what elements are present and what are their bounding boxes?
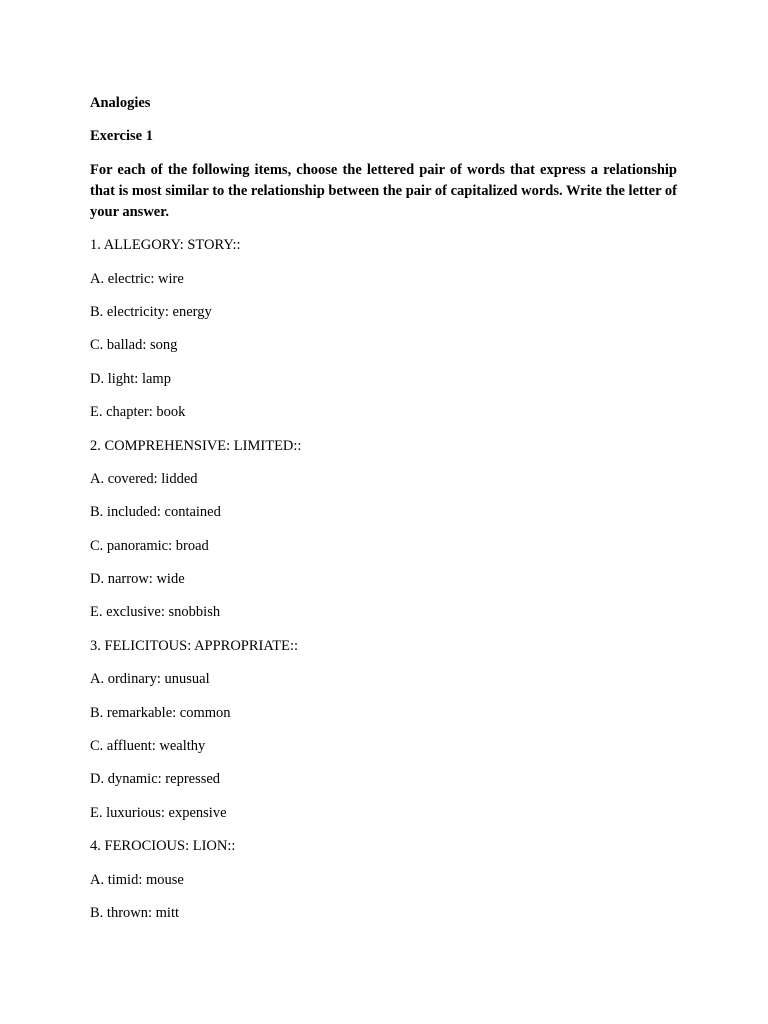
answer-option-e: E. exclusive: snobbish bbox=[90, 604, 221, 621]
document-page bbox=[90, 93, 677, 936]
question-1 bbox=[90, 235, 677, 423]
answer-option-a: A. timid: mouse bbox=[90, 871, 184, 888]
question-4 bbox=[90, 836, 677, 924]
answer-option-c: C. ballad: song bbox=[90, 337, 178, 354]
answer-option-b: B. included: contained bbox=[90, 504, 221, 521]
answer-option-e: E. chapter: book bbox=[90, 404, 186, 421]
answer-option-d: D. light: lamp bbox=[90, 370, 171, 387]
answer-option-a: A. electric: wire bbox=[90, 270, 184, 287]
question-2 bbox=[90, 436, 677, 624]
question-stem: 3. FELICITOUS: APPROPRIATE:: bbox=[90, 637, 299, 654]
document-title: Analogies bbox=[90, 95, 151, 111]
question-stem: 4. FEROCIOUS: LION:: bbox=[90, 838, 236, 855]
answer-option-e: E. luxurious: expensive bbox=[90, 804, 227, 821]
answer-option-d: D. dynamic: repressed bbox=[90, 771, 221, 788]
question-3 bbox=[90, 636, 677, 824]
answer-option-b: B. thrown: mitt bbox=[90, 904, 180, 921]
answer-option-c: C. affluent: wealthy bbox=[90, 738, 206, 755]
question-stem: 2. COMPREHENSIVE: LIMITED:: bbox=[90, 437, 302, 454]
answer-option-a: A. covered: lidded bbox=[90, 470, 198, 487]
answer-option-c: C. panoramic: broad bbox=[90, 537, 209, 554]
answer-option-d: D. narrow: wide bbox=[90, 571, 185, 588]
instructions-paragraph: For each of the following items, choose the lettered pair of words that express a relationship that is most similar to the relationship between the pair of capitalized words. Write the letter of your answer. bbox=[90, 161, 677, 220]
question-stem: 1. ALLEGORY: STORY:: bbox=[90, 237, 241, 254]
answer-option-b: B. remarkable: common bbox=[90, 704, 231, 721]
answer-option-a: A. ordinary: unusual bbox=[90, 671, 210, 688]
exercise-heading: Exercise 1 bbox=[90, 128, 153, 145]
answer-option-b: B. electricity: energy bbox=[90, 303, 212, 320]
